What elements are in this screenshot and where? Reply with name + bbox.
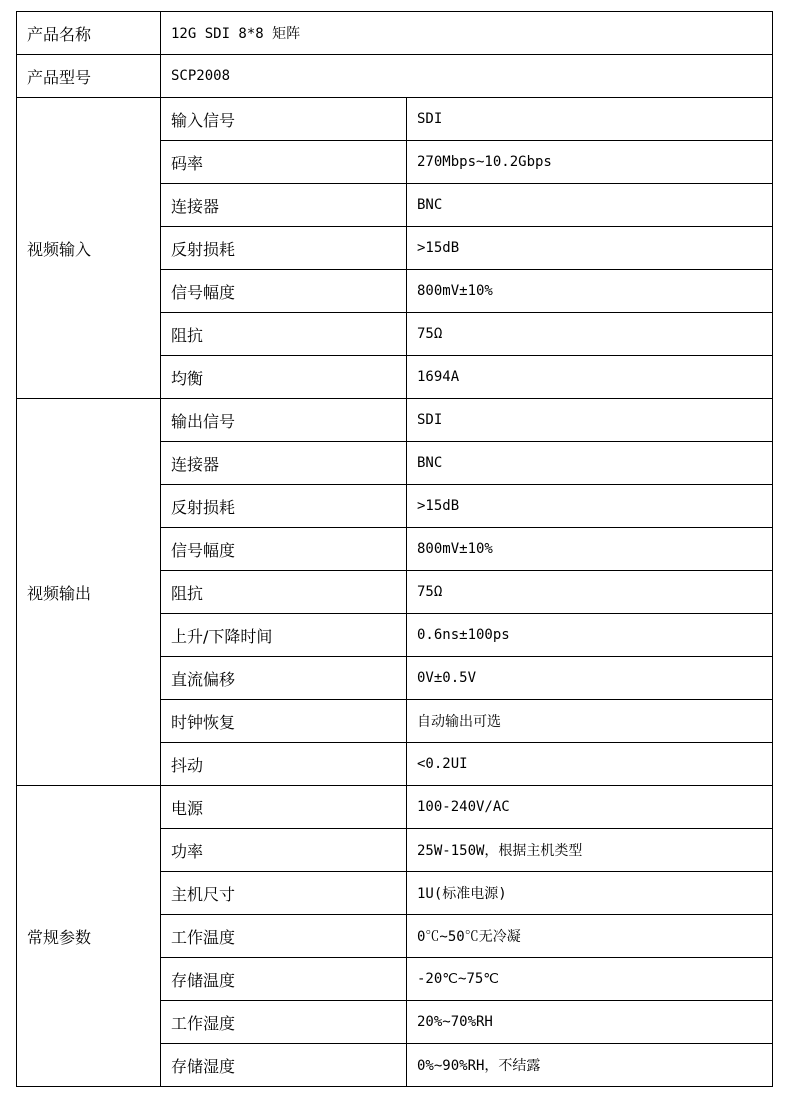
param-name: 连接器 — [161, 442, 407, 485]
param-value: 自动输出可选 — [407, 700, 773, 743]
param-value: >15dB — [407, 227, 773, 270]
product-name-label: 产品名称 — [17, 12, 161, 55]
param-name: 上升/下降时间 — [161, 614, 407, 657]
param-name: 输入信号 — [161, 98, 407, 141]
param-name: 功率 — [161, 829, 407, 872]
param-value: BNC — [407, 442, 773, 485]
param-value: 270Mbps~10.2Gbps — [407, 141, 773, 184]
param-value: <0.2UI — [407, 743, 773, 786]
param-value: -20℃~75℃ — [407, 958, 773, 1001]
param-value: SDI — [407, 399, 773, 442]
param-value: 0.6ns±100ps — [407, 614, 773, 657]
param-name: 抖动 — [161, 743, 407, 786]
param-name: 信号幅度 — [161, 270, 407, 313]
param-name: 主机尺寸 — [161, 872, 407, 915]
group-label: 视频输出 — [17, 399, 161, 786]
group-label: 常规参数 — [17, 786, 161, 1087]
param-name: 均衡 — [161, 356, 407, 399]
param-value: 20%~70%RH — [407, 1001, 773, 1044]
spec-table — [16, 11, 773, 1087]
param-name: 时钟恢复 — [161, 700, 407, 743]
param-name: 阻抗 — [161, 313, 407, 356]
param-value: 1694A — [407, 356, 773, 399]
group-label: 视频输入 — [17, 98, 161, 399]
param-value: >15dB — [407, 485, 773, 528]
table-row — [17, 399, 773, 442]
param-value: 1U(标准电源) — [407, 872, 773, 915]
param-name: 存储温度 — [161, 958, 407, 1001]
param-value: 100-240V/AC — [407, 786, 773, 829]
param-name: 存储湿度 — [161, 1044, 407, 1087]
product-model-label: 产品型号 — [17, 55, 161, 98]
param-name: 码率 — [161, 141, 407, 184]
table-row — [17, 98, 773, 141]
param-name: 直流偏移 — [161, 657, 407, 700]
table-row-product-name — [17, 12, 773, 55]
product-name-value: 12G SDI 8*8 矩阵 — [161, 12, 773, 55]
param-name: 连接器 — [161, 184, 407, 227]
param-name: 输出信号 — [161, 399, 407, 442]
param-value: 800mV±10% — [407, 270, 773, 313]
param-value: 75Ω — [407, 571, 773, 614]
param-value: BNC — [407, 184, 773, 227]
param-name: 工作温度 — [161, 915, 407, 958]
param-value: SDI — [407, 98, 773, 141]
param-name: 电源 — [161, 786, 407, 829]
table-row — [17, 786, 773, 829]
param-value: 0V±0.5V — [407, 657, 773, 700]
product-model-value: SCP2008 — [161, 55, 773, 98]
param-name: 工作湿度 — [161, 1001, 407, 1044]
param-name: 反射损耗 — [161, 227, 407, 270]
param-value: 0%~90%RH，不结露 — [407, 1044, 773, 1087]
param-name: 阻抗 — [161, 571, 407, 614]
param-name: 反射损耗 — [161, 485, 407, 528]
param-name: 信号幅度 — [161, 528, 407, 571]
table-row-product-model — [17, 55, 773, 98]
param-value: 800mV±10% — [407, 528, 773, 571]
spec-table-body — [17, 12, 773, 1087]
param-value: 25W-150W，根据主机类型 — [407, 829, 773, 872]
param-value: 0℃~50℃无冷凝 — [407, 915, 773, 958]
param-value: 75Ω — [407, 313, 773, 356]
